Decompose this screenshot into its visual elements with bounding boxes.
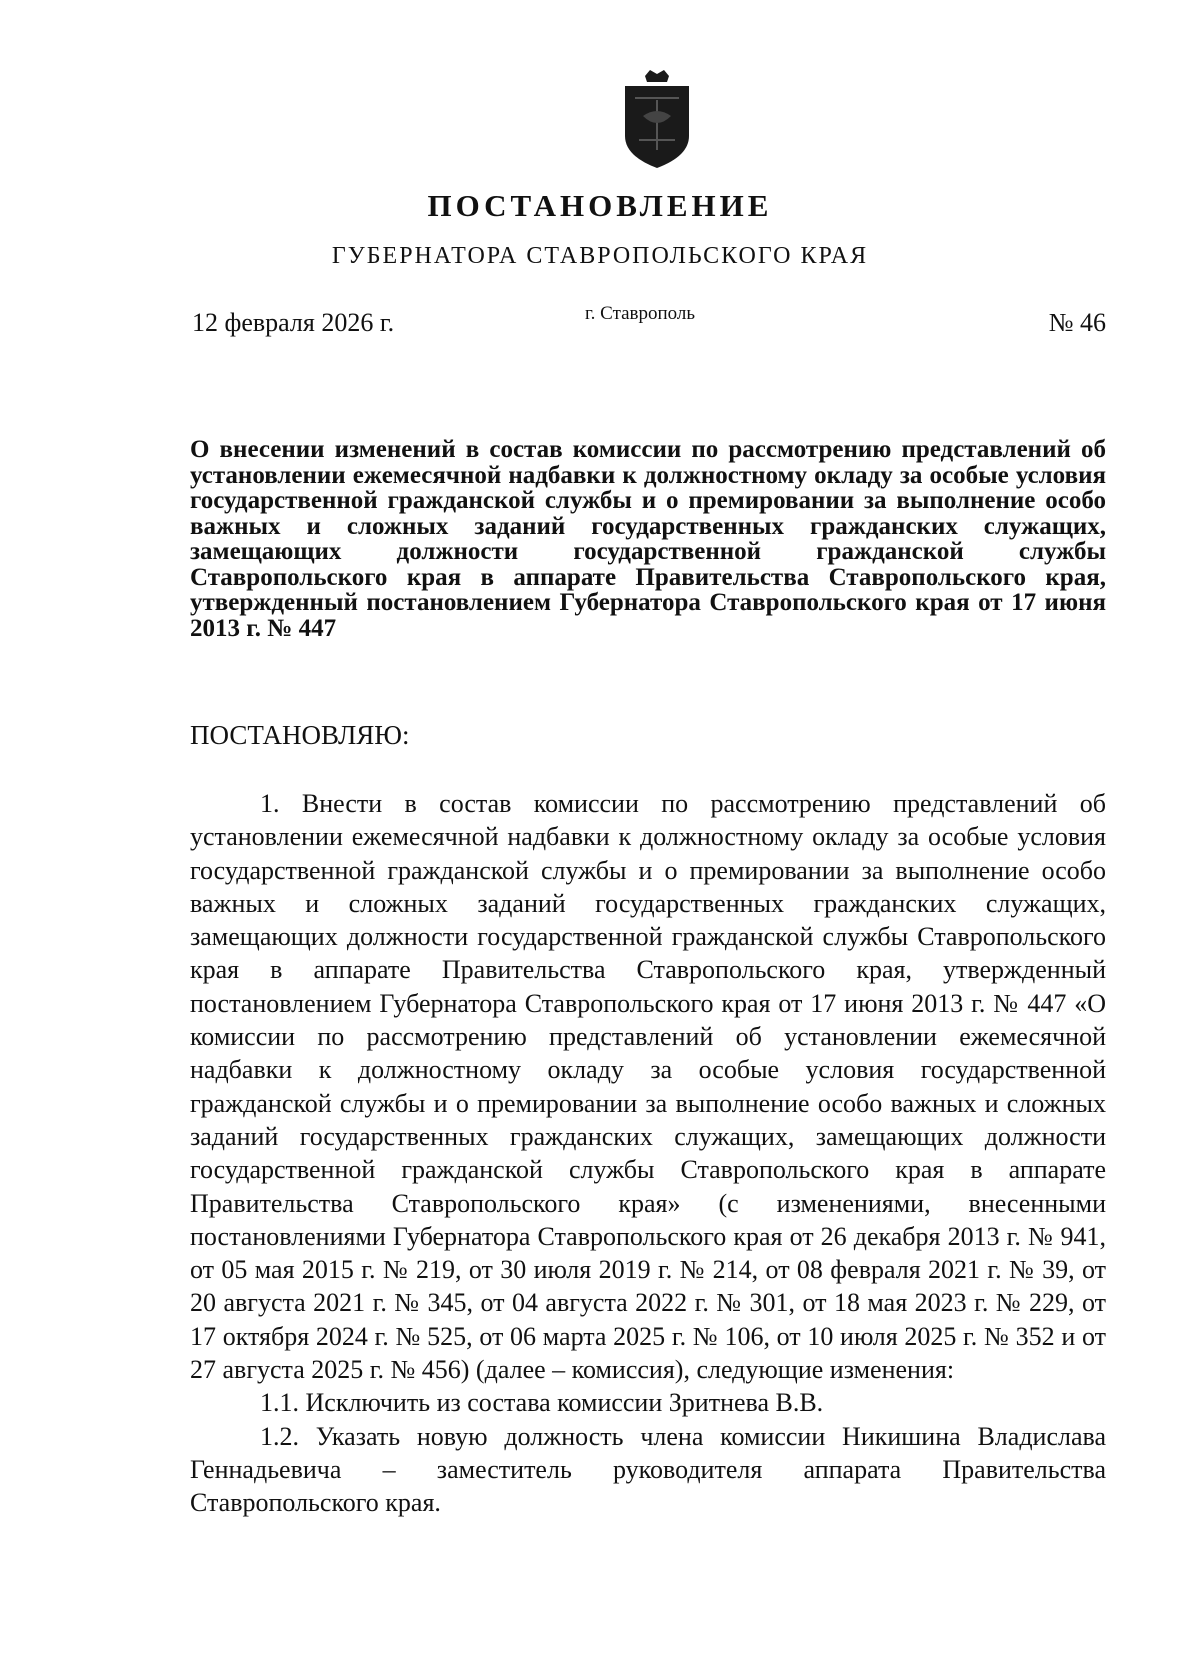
- document-body: [190, 787, 1106, 1520]
- decree-word: ПОСТАНОВЛЯЮ:: [190, 720, 410, 750]
- issuer-title: ГУБЕРНАТОРА СТАВРОПОЛЬСКОГО КРАЯ: [331, 243, 869, 269]
- document-subject: О внесении изменений в состав комиссии по рассмотрению представлений об установлении ежемесячной надбавки к должностному окладу за особые условия государственной гражданской службы и о премировании за выполнение особо важных и сложных заданий государственных гражданских служащих, замещающих должности государственной гражданской службы Ставропольского края в аппарате Правительства Ставропольского края, утвержденный постановлением Губернатора Ставропольского края от 17 июня 2013 г. № 447: [190, 436, 1106, 642]
- document-number: № 46: [1048, 308, 1106, 337]
- document-city: г. Ставрополь: [585, 303, 696, 324]
- paragraph-1-1: 1.1. Исключить из состава комиссии Зритнева В.В.: [260, 1388, 824, 1418]
- document-type-title: ПОСТАНОВЛЕНИЕ: [427, 188, 773, 223]
- document-date: 12 февраля 2026 г.: [192, 308, 395, 337]
- coat-of-arms-icon: [617, 70, 697, 170]
- paragraph-1: 1. Внести в состав комиссии по рассмотрению представлений об установлении ежемесячной надбавки к должностному окладу за особые условия государственной гражданской службы и о премировании за выполнение особо важных и сложных заданий государственных гражданских служащих, замещающих должности государственной гражданской службы Ставропольского края в аппарате Правительства Ставропольского края, утвержденный постановлением Губернатора Ставропольского края от 17 июня 2013 г. № 447 «О комиссии по рассмотрению представлений об установлении ежемесячной надбавки к должностному окладу за особые условия государственной гражданской службы и о премировании за выполнение особо важных и сложных заданий государственных гражданских служащих, замещающих должности государственной гражданской службы Ставропольского края в аппарате Правительства Ставропольского края» (с изменениями, внесенными постановлениями Губернатора Ставропольского края от 26 декабря 2013 г. № 941, от 05 мая 2015 г. № 219, от 30 июля 2019 г. № 214, от 08 февраля 2021 г. № 39, от 20 августа 2021 г. № 345, от 04 августа 2022 г. № 301, от 18 мая 2023 г. № 229, от 17 октября 2024 г. № 525, от 06 марта 2025 г. № 106, от 10 июля 2025 г. № 352 и от 27 августа 2025 г. № 456) (далее – комиссия), следующие изменения:: [190, 789, 1106, 1385]
- paragraph-1-2: 1.2. Указать новую должность члена комиссии Никишина Владислава Геннадьевича – заместитель руководителя аппарата Правительства Ставропольского края.: [190, 1421, 1106, 1518]
